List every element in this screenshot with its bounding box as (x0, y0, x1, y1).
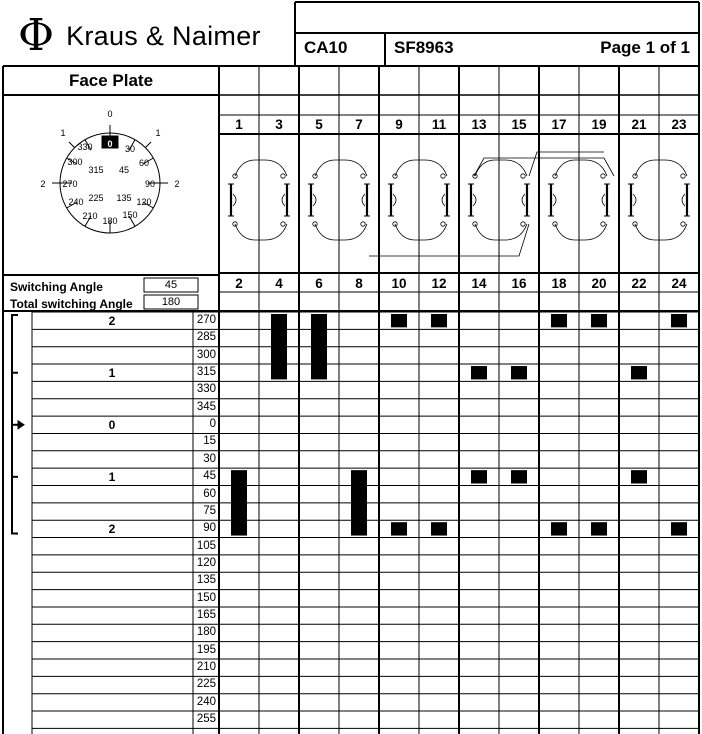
terminal-circle (361, 222, 365, 226)
angle-label: 255 (196, 713, 216, 726)
closed-contact-mark (631, 366, 647, 379)
position-label: 1 (108, 470, 116, 485)
moving-contact (522, 194, 525, 206)
closed-contact-mark (511, 366, 527, 379)
contact-top-number: 19 (591, 117, 607, 132)
moving-contact (682, 194, 685, 206)
angle-label: 105 (196, 539, 216, 552)
moving-contact (602, 194, 605, 206)
angle-label: 60 (203, 487, 216, 500)
contact-top-number: 1 (235, 117, 243, 132)
dial-angle-label: 135 (116, 193, 132, 203)
bridge-bottom (235, 224, 287, 240)
dial-angle-label: 90 (144, 179, 156, 189)
angle-label: 285 (196, 331, 216, 344)
switching-angle-value: 45 (164, 279, 178, 291)
terminal-circle (361, 174, 365, 178)
angle-label: 45 (203, 470, 216, 483)
contact-bottom-number: 8 (355, 276, 363, 291)
terminal-circle (601, 174, 605, 178)
contact-top-number: 23 (671, 117, 687, 132)
angle-label: 180 (196, 626, 216, 639)
contact-bottom-number: 16 (511, 276, 527, 291)
contact-top-number: 17 (551, 117, 567, 132)
dial-angle-label: 180 (102, 216, 118, 226)
dial-angle-label: 150 (122, 210, 138, 220)
contact-bottom-number: 22 (631, 276, 647, 291)
contact-top-number: 7 (355, 117, 363, 132)
position-label: 2 (108, 522, 116, 537)
dial-angle-label: 270 (62, 179, 78, 189)
dial-position-label: 1 (155, 128, 161, 138)
dial-position-label: 0 (107, 109, 113, 119)
logo-phi-icon: Φ (18, 10, 55, 61)
moving-contact (282, 194, 285, 206)
angle-label: 30 (203, 452, 216, 465)
angle-label: 165 (196, 608, 216, 621)
angle-label: 330 (196, 383, 216, 396)
closed-contact-mark (271, 314, 287, 379)
dial-angle-label: 300 (67, 157, 83, 167)
bridge-top (475, 160, 527, 176)
closed-contact-mark (671, 522, 687, 535)
bridge-top (555, 160, 607, 176)
dial-position-label: 1 (60, 128, 66, 138)
bridge-top (635, 160, 687, 176)
total-angle-label: Total switching Angle (10, 297, 133, 311)
dial-angle-label: 315 (88, 165, 104, 175)
contact-top-number: 5 (315, 117, 323, 132)
terminal-circle (441, 222, 445, 226)
moving-contact (393, 194, 396, 206)
dial-angle-label: 0 (107, 139, 113, 149)
angle-label: 345 (196, 400, 216, 413)
contact-bottom-number: 4 (275, 276, 283, 291)
dial-position-label: 2 (174, 179, 180, 189)
bridge-top (235, 160, 287, 176)
contact-bottom-number: 20 (591, 276, 607, 291)
dial-angle-label: 225 (88, 193, 104, 203)
angle-label: 150 (196, 591, 216, 604)
dial-angle-label: 240 (68, 197, 84, 207)
bridge-bottom (635, 224, 687, 240)
bridge-top (395, 160, 447, 176)
moving-contact (553, 194, 556, 206)
closed-contact-mark (351, 470, 367, 535)
angle-label: 15 (203, 435, 216, 448)
cross-link (529, 152, 604, 176)
terminal-circle (521, 222, 525, 226)
angle-label: 90 (203, 522, 216, 535)
angle-label: 195 (196, 643, 216, 656)
moving-contact (362, 194, 365, 206)
closed-contact-mark (591, 522, 607, 535)
part-number: SF8963 (394, 38, 454, 57)
contact-bottom-number: 10 (391, 276, 407, 291)
bridge-top (315, 160, 367, 176)
position-label: 2 (108, 314, 116, 328)
moving-contact (313, 194, 316, 206)
total-angle-box (144, 295, 198, 309)
angle-label: 0 (209, 418, 216, 431)
contact-top-number: 11 (431, 117, 447, 132)
moving-contact (233, 194, 236, 206)
total-angle-value: 180 (161, 296, 181, 308)
contact-top-number: 21 (631, 117, 647, 132)
contact-top-number: 13 (471, 117, 487, 132)
series-code: CA10 (304, 38, 348, 57)
angle-label: 270 (196, 314, 216, 326)
bridge-bottom (315, 224, 367, 240)
position-label: 1 (108, 366, 116, 381)
closed-contact-mark (551, 522, 567, 535)
terminal-circle (601, 222, 605, 226)
closed-contact-mark (391, 522, 407, 535)
closed-contact-mark (311, 314, 327, 379)
closed-contact-mark (471, 366, 487, 379)
contact-top-number: 15 (511, 117, 527, 132)
dial-angle-label: 120 (136, 197, 152, 207)
position-label: 0 (108, 418, 116, 433)
angle-label: 135 (196, 574, 216, 587)
terminal-circle (441, 174, 445, 178)
dial-angle-label: 30 (124, 144, 136, 154)
closed-contact-mark (471, 470, 487, 483)
dial-angle-label: 45 (118, 165, 130, 175)
dial-angle-label: 330 (77, 142, 93, 152)
contact-bottom-number: 2 (235, 276, 243, 291)
angle-label: 75 (203, 504, 216, 517)
page-indicator: Page 1 of 1 (600, 38, 690, 57)
contact-bottom-number: 12 (431, 276, 447, 291)
closed-contact-mark (591, 314, 607, 327)
moving-contact (473, 194, 476, 206)
terminal-circle (281, 174, 285, 178)
closed-contact-mark (431, 314, 447, 327)
angle-label: 225 (196, 678, 216, 691)
contact-top-number: 9 (395, 117, 403, 132)
angle-label: 120 (196, 556, 216, 569)
terminal-circle (281, 222, 285, 226)
contact-bottom-number: 6 (315, 276, 323, 291)
contact-bottom-number: 24 (671, 276, 687, 291)
bridge-bottom (475, 224, 527, 240)
terminal-circle (521, 174, 525, 178)
angle-label: 315 (196, 366, 216, 379)
contact-top-number: 3 (275, 117, 283, 132)
switching-angle-box (144, 278, 198, 292)
cross-link (474, 158, 614, 176)
closed-contact-mark (551, 314, 567, 327)
company-name: Kraus & Naimer (66, 20, 261, 51)
moving-contact (633, 194, 636, 206)
angle-label: 210 (196, 661, 216, 673)
terminal-circle (681, 174, 685, 178)
angle-label: 300 (196, 348, 216, 361)
dial-outer-tick (69, 142, 75, 148)
contact-bottom-number: 18 (551, 276, 567, 291)
switching-angle-label: Switching Angle (10, 280, 103, 294)
closed-contact-mark (391, 314, 407, 327)
dial-angle-label: 60 (138, 158, 150, 168)
closed-contact-mark (431, 522, 447, 535)
contact-bottom-number: 14 (471, 276, 487, 291)
face-plate-title: Face Plate (68, 71, 154, 90)
dial-outer-tick (145, 142, 151, 148)
closed-contact-mark (231, 470, 247, 535)
closed-contact-mark (631, 470, 647, 483)
angle-label: 240 (196, 695, 216, 708)
dial-angle-label: 210 (82, 211, 98, 221)
dial-position-label: 2 (40, 179, 46, 189)
bridge-bottom (395, 224, 447, 240)
terminal-circle (681, 222, 685, 226)
bridge-bottom (555, 224, 607, 240)
closed-contact-mark (511, 470, 527, 483)
closed-contact-mark (671, 314, 687, 327)
moving-contact (442, 194, 445, 206)
arrow-right-icon (18, 421, 24, 429)
